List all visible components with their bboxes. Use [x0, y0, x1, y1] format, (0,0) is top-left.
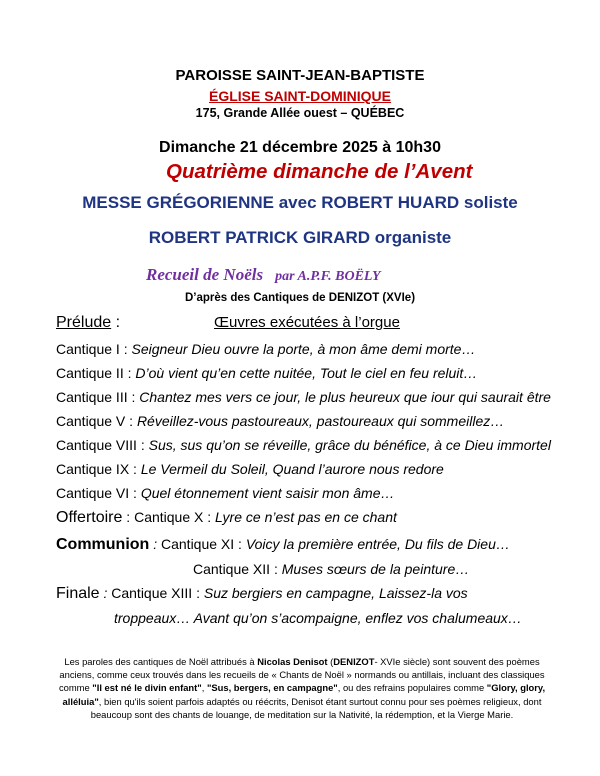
church-name-text: ÉGLISE SAINT-DOMINIQUE: [208, 88, 391, 104]
parish-name: PAROISSE SAINT-JEAN-BAPTISTE: [175, 67, 425, 84]
note-quote: "Sus, bergers, en campagne": [206, 682, 338, 694]
cantique-line: [56, 365, 477, 381]
cantique-label: Cantique XII :: [193, 561, 282, 577]
prelude-label: Prélude: [56, 314, 112, 331]
offertoire-line: [56, 509, 397, 527]
offertoire-separator: :: [122, 509, 135, 525]
prelude-separator: :: [111, 314, 121, 331]
cantique-label: Cantique X :: [134, 509, 216, 525]
communion-line: [56, 536, 510, 554]
cantique-label: Cantique II :: [56, 365, 136, 381]
cantique-line: [56, 389, 551, 405]
collection-name: Recueil de Noëls: [146, 265, 264, 284]
cantique-label: Cantique IX :: [56, 461, 141, 477]
cantique-text: Lyre ce n’est pas en ce chant: [215, 509, 397, 525]
event-date: Dimanche 21 décembre 2025 à 10h30: [159, 139, 441, 156]
cantique-text: Le Vermeil du Soleil, Quand l’aurore nous redore: [140, 461, 444, 477]
cantique-text: Sus, sus qu’on se réveille, grâce du bénéfice, à ce Dieu immortel: [148, 437, 551, 453]
note-author: Nicolas Denisot: [257, 656, 328, 667]
cantique-text: D’où vient qu’en cette nuitée, Tout le ciel en feu reluit…: [135, 365, 478, 381]
note-quote: "Glory, glory, alléluia": [62, 682, 546, 707]
cantique-line: [56, 341, 475, 357]
cantique-line: [193, 561, 469, 577]
cantique-label: Cantique XI :: [161, 536, 246, 552]
cantique-line: [56, 461, 444, 477]
cantique-text: Voicy la première entrée, Du fils de Dieu…: [245, 536, 510, 552]
finale-label: Finale: [56, 585, 100, 602]
note-text: ,: [201, 682, 207, 694]
note-text: (: [327, 656, 334, 667]
organ-works-heading: Œuvres exécutées à l’orgue: [214, 314, 400, 331]
note-text: , bien qu'ils soient parfois adaptés ou réécrits, Denisot étant surtout connu pour ses poèmes religieux, dont beaucoup sont des chants de louange, de meditation sur la Nativité, la rédemption, et la Vierge Marie.: [90, 695, 542, 720]
finale-separator: :: [99, 585, 112, 601]
finale-line: [56, 585, 468, 603]
cantique-label: Cantique VI :: [56, 485, 141, 501]
note-text: Les paroles des cantiques de Noël attribués à: [64, 656, 258, 667]
footnote: [52, 655, 552, 721]
cantique-text: Suz bergiers en campagne, Laissez-la vos: [203, 585, 468, 601]
communion-separator: :: [149, 536, 161, 552]
collection-title: [146, 265, 381, 285]
communion-label: Communion: [56, 536, 150, 553]
cantique-line: [56, 413, 504, 429]
collection-author: par A.P.F. BOËLY: [275, 269, 381, 284]
cantique-line: [56, 437, 551, 453]
cantique-label: Cantique XIII :: [111, 585, 204, 601]
collection-source: D’après des Cantiques de DENIZOT (XVIe): [184, 292, 416, 304]
cantique-label: Cantique III :: [56, 389, 140, 405]
note-author-caps: DENIZOT: [333, 656, 375, 667]
note-text: , ou des refrains populaires comme: [337, 682, 487, 694]
cantique-text: Seigneur Dieu ouvre la porte, à mon âme demi morte…: [131, 341, 476, 357]
cantique-label: Cantique VIII :: [56, 437, 149, 453]
note-text: - XVIe siècle) sont souvent des poèmes anciens, comme ceux trouvés dans les recueils de « Chants de Noël » normands ou antillais, incluant des classiques comme: [58, 656, 545, 694]
cantique-text: Chantez mes vers ce jour, le plus heureux que iour qui saurait être: [139, 389, 551, 405]
cantique-label: Cantique I :: [56, 341, 132, 357]
church-name: [0, 88, 600, 104]
cantique-label: Cantique V :: [56, 413, 137, 429]
finale-continuation: [114, 610, 522, 626]
cantique-text: Muses sœurs de la peinture…: [281, 561, 470, 577]
address: 175, Grande Allée ouest – QUÉBEC: [195, 106, 405, 120]
mass-title: MESSE GRÉGORIENNE avec ROBERT HUARD soliste: [82, 193, 518, 212]
cantique-text: Quel étonnement vient saisir mon âme…: [140, 485, 395, 501]
prelude-heading: [56, 314, 120, 332]
offertoire-label: Offertoire: [56, 509, 123, 526]
note-quote: "Il est né le divin enfant": [92, 682, 202, 694]
cantique-text: Réveillez-vous pastoureaux, pastoureaux qui sommeillez…: [136, 413, 505, 429]
cantique-text: troppeaux… Avant qu’on s’acompaigne, enflez vos chalumeaux…: [114, 610, 522, 626]
organist-line: ROBERT PATRICK GIRARD organiste: [148, 228, 452, 247]
liturgical-sunday: Quatrième dimanche de l’Avent: [166, 160, 473, 183]
cantique-line: [56, 485, 395, 501]
